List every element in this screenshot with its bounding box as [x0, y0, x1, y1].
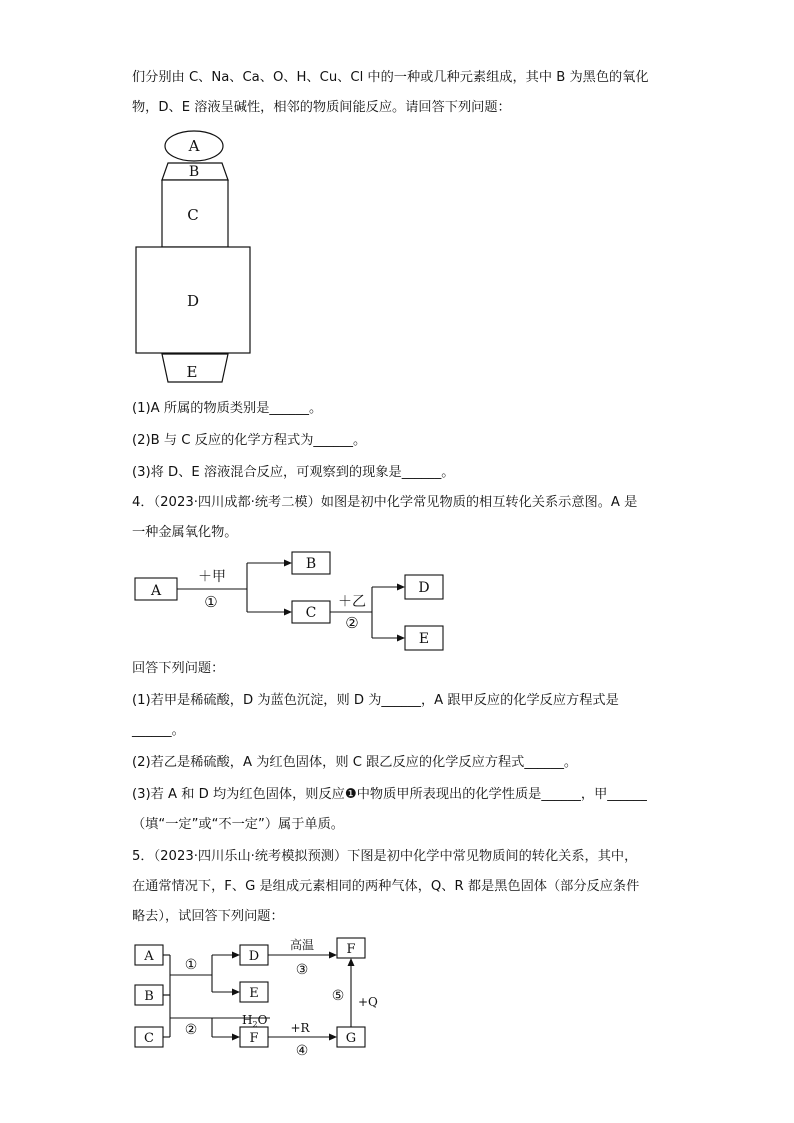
label-F-upper: F [346, 942, 356, 957]
q3-sub-1: (1)A 所属的物质类别是______。 [132, 401, 323, 416]
intro-line-2: 物，D、E 溶液呈碱性，相邻的物质间能反应。请回答下列问题： [132, 100, 511, 115]
q4-header-1: 4．（2023·四川成都·统考二模）如图是初中化学常见物质的相互转化关系示意图。A 是 [132, 495, 638, 510]
q4-header-2: 一种金属氧化物。 [132, 525, 238, 540]
q5-header-1: 5．（2023·四川乐山·统考模拟预测）下图是初中化学中常见物质间的转化关系，其中， [132, 849, 638, 864]
reagent-plus-Q: +Q [358, 995, 378, 1009]
label-E: E [249, 986, 259, 1001]
q4-answer-lead: 回答下列问题： [132, 661, 225, 676]
reaction-2-label: ② [345, 614, 359, 632]
figure-3-conversion-diagram [132, 934, 392, 1059]
water-formula: $H_2O$ [242, 1013, 268, 1029]
reagent-jia: ＋甲 [198, 569, 226, 585]
q4-sub-1b: ______。 [132, 723, 185, 738]
reaction-3-label: ③ [295, 962, 309, 978]
label-C: C [144, 1031, 154, 1046]
label-C: C [187, 206, 199, 224]
q4-sub-3b: （填“一定”或“不一定”）属于单质。 [132, 817, 344, 832]
intro-line-1: 们分别由 C、Na、Ca、O、H、Cu、Cl 中的一种或几种元素组成，其中 B 为黑色的氧化 [132, 70, 649, 85]
q3-sub-3: (3)将 D、E 溶液混合反应，可观察到的现象是______。 [132, 465, 455, 480]
reaction-1-label: ① [204, 593, 218, 611]
label-E: E [418, 631, 430, 647]
label-C: C [305, 605, 317, 621]
label-B: B [305, 556, 317, 572]
label-G: G [345, 1031, 357, 1046]
reaction-4-label: ④ [295, 1043, 309, 1059]
label-D: D [186, 292, 200, 310]
q5-header-2: 在通常情况下，F、G 是组成元素相同的两种气体，Q、R 都是黑色固体（部分反应条件 [132, 879, 640, 894]
label-A: A [144, 949, 154, 964]
reaction-1-label: ① [184, 957, 198, 973]
label-B: B [188, 164, 200, 180]
q3-sub-2: (2)B 与 C 反应的化学方程式为______。 [132, 433, 367, 448]
label-D: D [248, 949, 260, 964]
reagent-plus-R: +R [290, 1021, 310, 1035]
figure-1-stack-diagram [132, 128, 292, 383]
label-F-lower: F [249, 1031, 259, 1046]
label-E: E [186, 363, 198, 381]
label-A: A [150, 583, 162, 599]
q4-sub-2: (2)若乙是稀硫酸，A 为红色固体，则 C 跟乙反应的化学反应方程式______。 [132, 755, 578, 770]
reaction-2-label: ② [184, 1022, 198, 1038]
reaction-5-label: ⑤ [331, 988, 345, 1004]
q5-header-3: 略去），试回答下列问题： [132, 909, 284, 924]
reagent-yi: ＋乙 [338, 594, 366, 610]
q4-sub-1a: (1)若甲是稀硫酸，D 为蓝色沉淀，则 D 为______，A 跟甲反应的化学反应方程式是 [132, 693, 619, 708]
label-D: D [418, 580, 430, 596]
label-A: A [188, 137, 200, 155]
figure-2-conversion-diagram [132, 548, 452, 648]
q4-sub-3a: (3)若 A 和 D 均为红色固体，则反应❶中物质甲所表现出的化学性质是______，甲______ [132, 787, 647, 802]
label-B: B [144, 989, 154, 1004]
condition-high-temp: 高温 [289, 938, 315, 952]
